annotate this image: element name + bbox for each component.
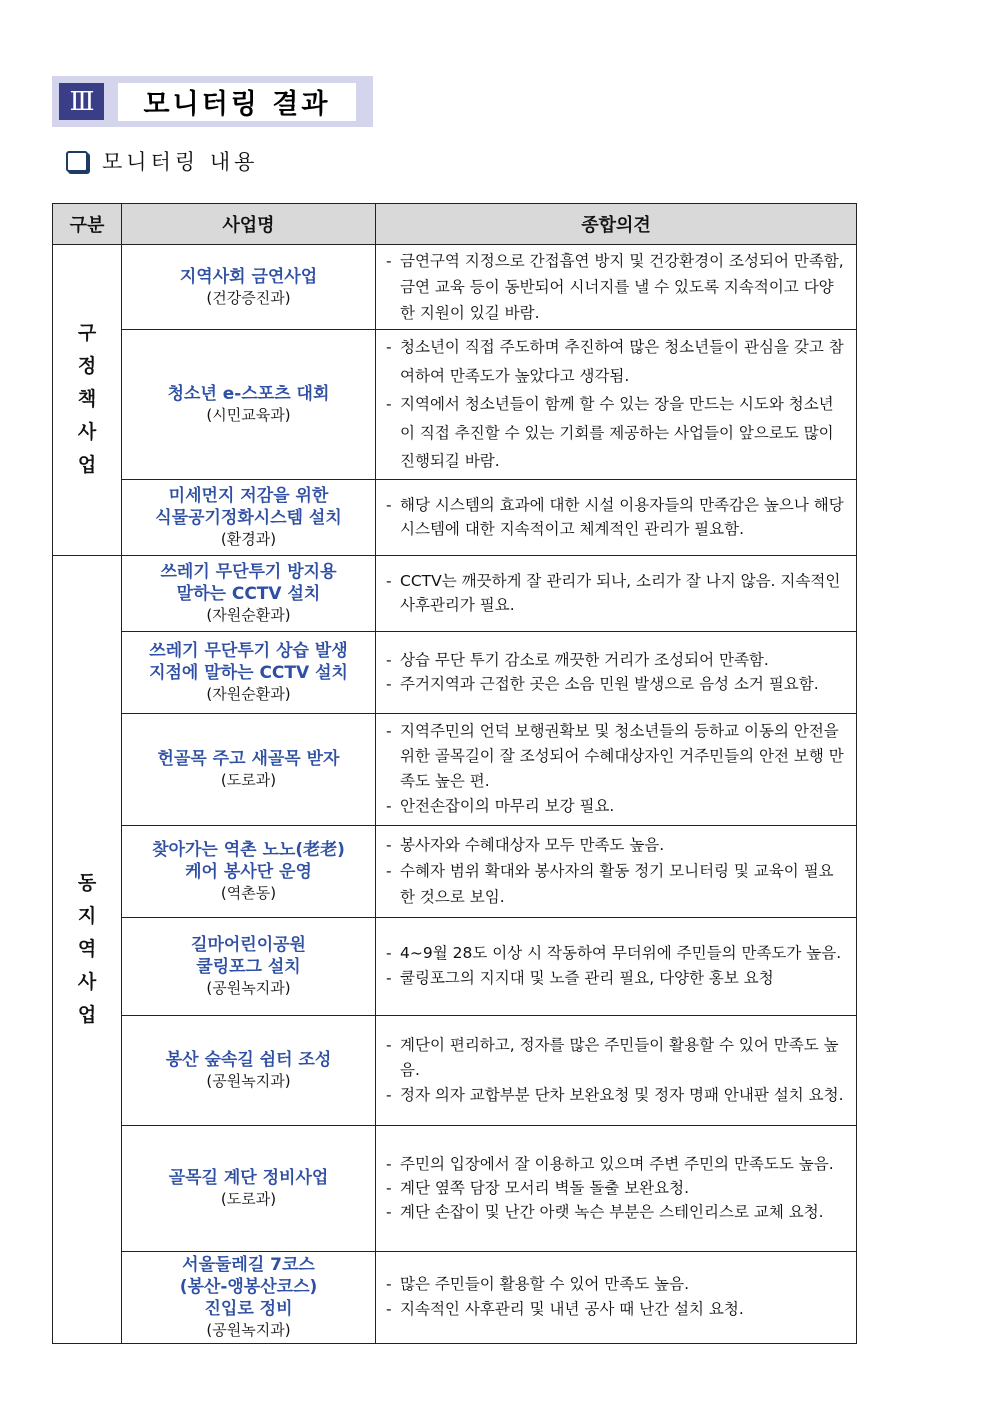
bullet-dash: - bbox=[386, 1155, 392, 1173]
table-row bbox=[53, 631, 857, 713]
bullet-dash: - bbox=[386, 252, 392, 270]
opinion-text: 계단 손잡이 및 난간 아랫 녹슨 부분은 스테인리스로 교체 요청. bbox=[400, 1203, 824, 1221]
opinion-text: 계단 옆쪽 담장 모서리 벽돌 돌출 보완요청. bbox=[400, 1179, 690, 1197]
opinion-item bbox=[386, 1152, 848, 1176]
project-name: 청소년 e-스포츠 대회 bbox=[167, 384, 330, 405]
opinion-item bbox=[386, 333, 848, 390]
project-cell bbox=[122, 245, 376, 330]
opinion-cell bbox=[376, 917, 857, 1015]
opinion-item bbox=[386, 966, 848, 991]
category-char: 지 bbox=[77, 904, 97, 927]
project-department: (도로과) bbox=[220, 771, 277, 789]
table-row bbox=[53, 825, 857, 917]
opinion-text: CCTV는 깨끗하게 잘 관리가 되나, 소리가 잘 나지 않음. 지속적인 사후관리가 필요. bbox=[400, 572, 841, 614]
opinion-item bbox=[386, 672, 848, 696]
category-char: 업 bbox=[77, 454, 97, 477]
table-row bbox=[53, 479, 857, 555]
opinion-text: 지속적인 사후관리 및 내년 공사 때 난간 설치 요청. bbox=[400, 1300, 744, 1318]
table-row bbox=[53, 1125, 857, 1251]
opinion-item bbox=[386, 941, 848, 966]
table-header-row bbox=[53, 204, 857, 245]
project-department: (환경과) bbox=[220, 530, 277, 548]
opinion-text: 상습 무단 투기 감소로 깨끗한 거리가 조성되어 만족함. bbox=[400, 651, 769, 669]
project-cell bbox=[122, 1125, 376, 1251]
opinion-item bbox=[386, 1200, 848, 1224]
opinion-text: 봉사자와 수혜대상자 모두 만족도 높음. bbox=[400, 836, 665, 854]
category-char: 사 bbox=[77, 970, 97, 993]
project-cell bbox=[122, 713, 376, 825]
project-department: (자원순환과) bbox=[206, 606, 291, 624]
checkbox-icon bbox=[66, 151, 88, 172]
opinion-cell bbox=[376, 713, 857, 825]
opinion-text: 안전손잡이의 마무리 보강 필요. bbox=[400, 797, 615, 815]
bullet-dash: - bbox=[386, 797, 392, 815]
bullet-dash: - bbox=[386, 969, 392, 987]
category-cell bbox=[53, 555, 122, 1343]
opinion-cell bbox=[376, 479, 857, 555]
project-cell bbox=[122, 1015, 376, 1125]
opinion-cell bbox=[376, 1125, 857, 1251]
opinion-item bbox=[386, 493, 848, 541]
opinion-cell bbox=[376, 245, 857, 330]
project-department: (건강증진과) bbox=[206, 289, 291, 307]
project-name: 진입로 정비 bbox=[204, 1299, 293, 1319]
opinion-item bbox=[386, 648, 848, 672]
opinion-item bbox=[386, 719, 848, 794]
opinion-text: 쿨링포그의 지지대 및 노즐 관리 필요, 다양한 홍보 요청 bbox=[400, 969, 774, 987]
project-name: 길마어린이공원 bbox=[191, 935, 306, 955]
bullet-dash: - bbox=[386, 572, 392, 590]
opinion-text: 4~9월 28도 이상 시 작동하여 무더위에 주민들의 만족도가 높음. bbox=[400, 944, 842, 962]
project-name: 찾아가는 역촌 노노(老老) bbox=[152, 840, 345, 860]
monitoring-table bbox=[52, 203, 857, 1344]
category-char: 정 bbox=[77, 355, 97, 378]
opinion-text: 청소년이 직접 주도하며 추진하여 많은 청소년들이 관심을 갖고 참여하여 만족도가 높았다고 생각됨. bbox=[400, 338, 844, 385]
subsection-title: 모니터링 내용 bbox=[102, 150, 259, 174]
table-row bbox=[53, 245, 857, 330]
project-department: (공원녹지과) bbox=[206, 1072, 291, 1090]
bullet-dash: - bbox=[386, 722, 392, 740]
bullet-dash: - bbox=[386, 338, 392, 356]
opinion-item bbox=[386, 390, 848, 476]
project-department: (역촌동) bbox=[220, 884, 277, 902]
header-project-name: 사업명 bbox=[122, 204, 376, 245]
bullet-dash: - bbox=[386, 1035, 392, 1054]
bullet-dash: - bbox=[386, 496, 392, 514]
table-row bbox=[53, 555, 857, 631]
project-cell bbox=[122, 917, 376, 1015]
table-row bbox=[53, 713, 857, 825]
project-department: (자원순환과) bbox=[206, 685, 291, 703]
project-cell bbox=[122, 825, 376, 917]
opinion-item bbox=[386, 1176, 848, 1200]
opinion-cell bbox=[376, 825, 857, 917]
opinion-item bbox=[386, 569, 848, 617]
opinion-item bbox=[386, 858, 848, 910]
bullet-dash: - bbox=[386, 1203, 392, 1221]
opinion-cell bbox=[376, 1251, 857, 1343]
bullet-dash: - bbox=[386, 1179, 392, 1197]
bullet-dash: - bbox=[386, 944, 392, 962]
opinion-item bbox=[386, 1033, 848, 1083]
table-row bbox=[53, 1015, 857, 1125]
opinion-item bbox=[386, 794, 848, 819]
category-cell bbox=[53, 245, 122, 556]
project-name: 골목길 계단 정비사업 bbox=[168, 1168, 329, 1188]
opinion-text: 지역에서 청소년들이 함께 할 수 있는 장을 만드는 시도와 청소년이 직접 추진할 수 있는 기회를 제공하는 사업들이 앞으로도 많이 진행되길 바람. bbox=[400, 395, 834, 470]
section-title: 모니터링 결과 bbox=[118, 83, 356, 121]
project-cell bbox=[122, 1251, 376, 1343]
project-name: (봉산-앵봉산코스) bbox=[179, 1277, 318, 1297]
project-name: 케어 봉사단 운영 bbox=[185, 862, 312, 882]
opinion-cell bbox=[376, 555, 857, 631]
project-department: (공원녹지과) bbox=[206, 979, 291, 997]
header-opinion: 종합의견 bbox=[376, 204, 857, 245]
opinion-cell bbox=[376, 1015, 857, 1125]
opinion-text: 계단이 편리하고, 정자를 많은 주민들이 활용할 수 있어 만족도 높음. bbox=[400, 1035, 839, 1079]
opinion-text: 많은 주민들이 활용할 수 있어 만족도 높음. bbox=[400, 1275, 690, 1293]
bullet-dash: - bbox=[386, 1300, 392, 1318]
table-row bbox=[53, 330, 857, 480]
project-department: (도로과) bbox=[220, 1190, 277, 1208]
bullet-dash: - bbox=[386, 862, 392, 880]
category-char: 사 bbox=[77, 421, 97, 444]
project-name: 말하는 CCTV 설치 bbox=[176, 584, 321, 604]
project-name: 봉산 숲속길 쉼터 조성 bbox=[165, 1050, 332, 1070]
project-name: 미세먼지 저감을 위한 bbox=[168, 486, 329, 506]
project-cell bbox=[122, 555, 376, 631]
category-char: 동 bbox=[77, 871, 97, 894]
project-name: 지점에 말하는 CCTV 설치 bbox=[149, 663, 348, 683]
opinion-cell bbox=[376, 330, 857, 480]
project-name: 쓰레기 무단투기 방지용 bbox=[160, 562, 337, 582]
header-category: 구분 bbox=[53, 204, 122, 245]
bullet-dash: - bbox=[386, 395, 392, 413]
opinion-item bbox=[386, 1272, 848, 1297]
bullet-dash: - bbox=[386, 836, 392, 854]
project-name: 식물공기정화시스템 설치 bbox=[155, 508, 342, 528]
section-header bbox=[52, 76, 373, 127]
bullet-dash: - bbox=[386, 1275, 392, 1293]
project-name: 지역사회 금연사업 bbox=[179, 267, 318, 287]
project-cell bbox=[122, 479, 376, 555]
project-department: (시민교육과) bbox=[206, 406, 291, 425]
project-cell bbox=[122, 631, 376, 713]
section-number: Ⅲ bbox=[59, 83, 104, 120]
category-char: 업 bbox=[77, 1003, 97, 1026]
opinion-text: 주거지역과 근접한 곳은 소음 민원 발생으로 음성 소거 필요함. bbox=[400, 675, 819, 693]
opinion-item bbox=[386, 1083, 848, 1108]
table-row bbox=[53, 1251, 857, 1343]
bullet-dash: - bbox=[386, 651, 392, 669]
project-name: 쿨링포그 설치 bbox=[196, 957, 301, 977]
bullet-dash: - bbox=[386, 675, 392, 693]
opinion-text: 지역주민의 언덕 보행권확보 및 청소년들의 등하교 이동의 안전을 위한 골목길이 잘 조성되어 수혜대상자인 거주민들의 안전 보행 만족도 높은 편. bbox=[400, 722, 844, 790]
bullet-dash: - bbox=[386, 1085, 392, 1104]
opinion-text: 정자 의자 교합부분 단차 보완요청 및 정자 명패 안내판 설치 요청. bbox=[400, 1085, 844, 1104]
project-name: 쓰레기 무단투기 상습 발생 bbox=[149, 641, 348, 661]
category-char: 구 bbox=[77, 322, 97, 345]
opinion-cell bbox=[376, 631, 857, 713]
project-department: (공원녹지과) bbox=[206, 1321, 291, 1339]
project-name: 서울둘레길 7코스 bbox=[182, 1255, 315, 1275]
project-cell bbox=[122, 330, 376, 480]
opinion-item bbox=[386, 248, 848, 326]
opinion-text: 수혜자 범위 확대와 봉사자의 활동 정기 모니터링 및 교육이 필요한 것으로 보임. bbox=[400, 862, 834, 906]
project-name: 헌골목 주고 새골목 받자 bbox=[157, 749, 340, 769]
table-row bbox=[53, 917, 857, 1015]
opinion-text: 해당 시스템의 효과에 대한 시설 이용자들의 만족감은 높으나 해당 시스템에 대한 지속적이고 체계적인 관리가 필요함. bbox=[400, 496, 844, 538]
opinion-text: 주민의 입장에서 잘 이용하고 있으며 주변 주민의 만족도도 높음. bbox=[400, 1155, 834, 1173]
opinion-item bbox=[386, 832, 848, 858]
category-char: 역 bbox=[77, 937, 97, 960]
opinion-text: 금연구역 지정으로 간접흡연 방지 및 건강환경이 조성되어 만족함, 금연 교육 등이 동반되어 시너지를 낼 수 있도록 지속적이고 다양한 지원이 있길 바람. bbox=[400, 252, 844, 322]
opinion-item bbox=[386, 1297, 848, 1322]
category-char: 책 bbox=[77, 388, 97, 411]
subsection-heading bbox=[66, 146, 258, 176]
